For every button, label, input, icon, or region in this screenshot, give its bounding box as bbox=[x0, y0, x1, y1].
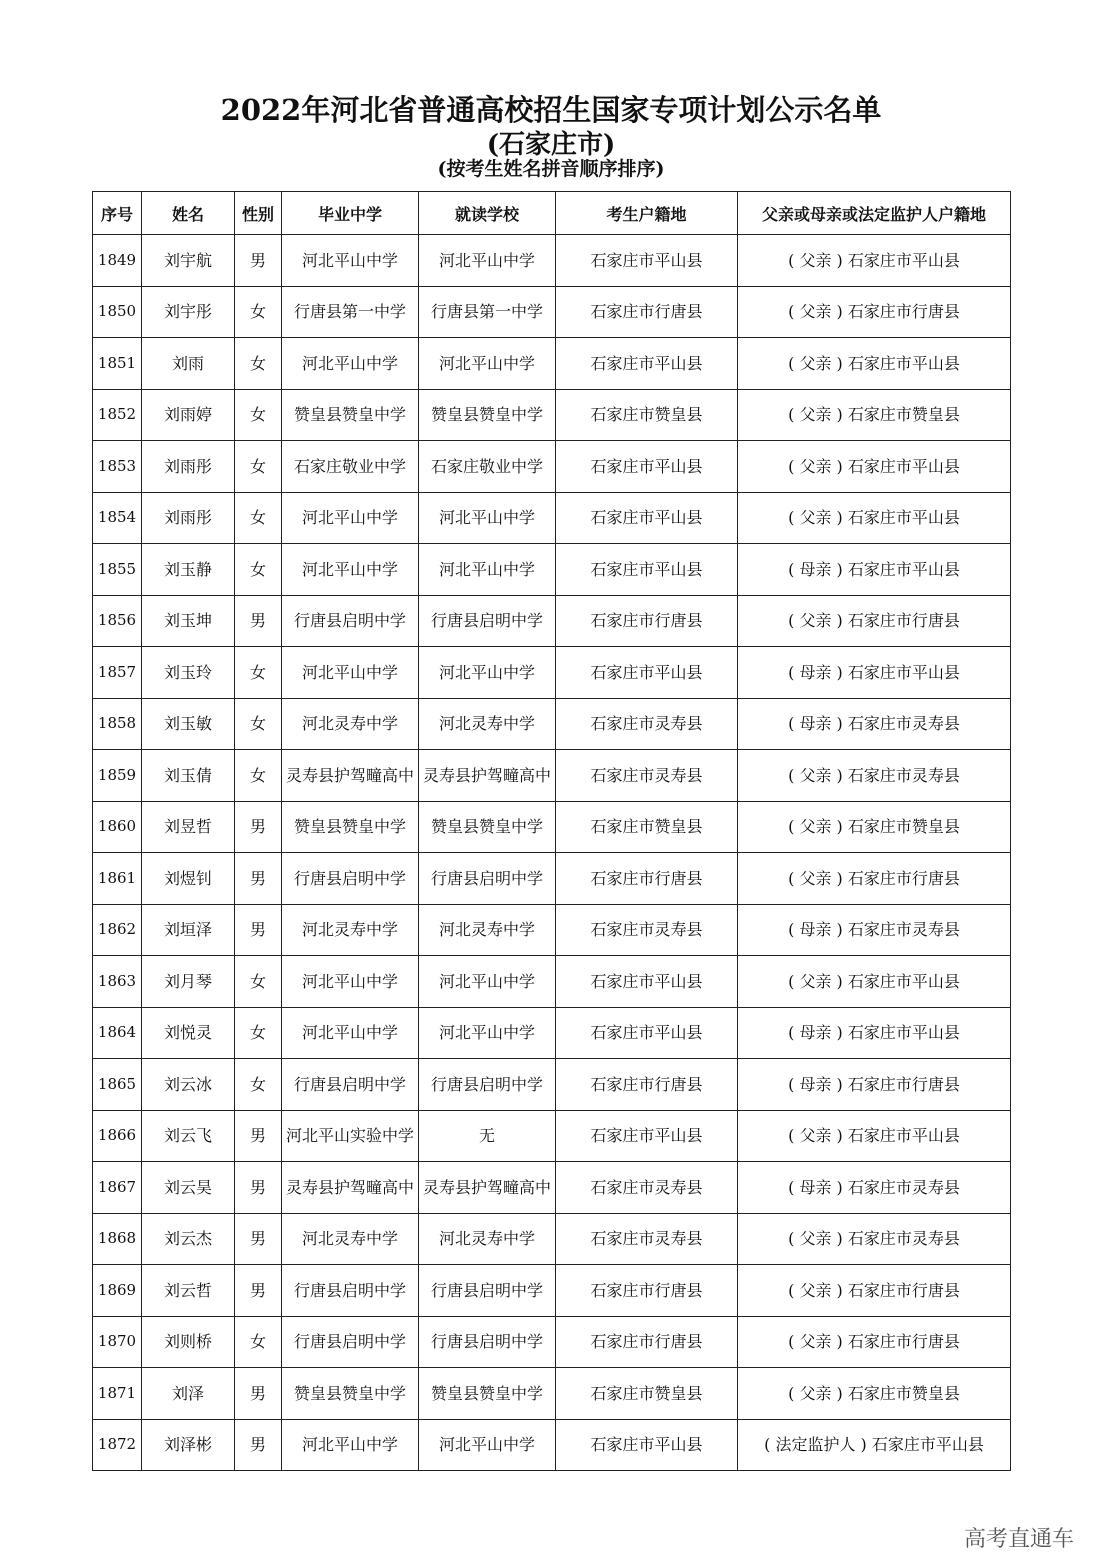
cell-gender: 女 bbox=[235, 750, 282, 802]
cell-gender: 女 bbox=[235, 492, 282, 544]
cell-parent-residence: ( 父亲 ) 石家庄市行唐县 bbox=[738, 1265, 1011, 1317]
cell-graduate-school: 灵寿县护驾疃高中 bbox=[282, 1162, 419, 1214]
cell-current-school: 赞皇县赞皇中学 bbox=[419, 1368, 556, 1420]
table-row bbox=[93, 698, 1011, 750]
cell-gender: 女 bbox=[235, 338, 282, 390]
cell-graduate-school: 行唐县启明中学 bbox=[282, 1059, 419, 1111]
cell-parent-residence: ( 母亲 ) 石家庄市灵寿县 bbox=[738, 1162, 1011, 1214]
cell-gender: 女 bbox=[235, 698, 282, 750]
cell-residence: 石家庄市平山县 bbox=[556, 492, 738, 544]
cell-name: 刘玉坤 bbox=[142, 595, 235, 647]
cell-residence: 石家庄市行唐县 bbox=[556, 595, 738, 647]
cell-gender: 男 bbox=[235, 235, 282, 287]
cell-gender: 女 bbox=[235, 441, 282, 493]
cell-index: 1863 bbox=[93, 956, 142, 1008]
cell-graduate-school: 河北平山中学 bbox=[282, 1007, 419, 1059]
cell-name: 刘云杰 bbox=[142, 1213, 235, 1265]
cell-parent-residence: ( 父亲 ) 石家庄市灵寿县 bbox=[738, 750, 1011, 802]
cell-parent-residence: ( 父亲 ) 石家庄市平山县 bbox=[738, 235, 1011, 287]
table-row bbox=[93, 750, 1011, 802]
cell-index: 1850 bbox=[93, 286, 142, 338]
cell-index: 1865 bbox=[93, 1059, 142, 1111]
cell-residence: 石家庄市平山县 bbox=[556, 956, 738, 1008]
cell-gender: 女 bbox=[235, 956, 282, 1008]
cell-gender: 男 bbox=[235, 1162, 282, 1214]
cell-residence: 石家庄市灵寿县 bbox=[556, 1213, 738, 1265]
cell-gender: 女 bbox=[235, 1316, 282, 1368]
cell-parent-residence: ( 母亲 ) 石家庄市灵寿县 bbox=[738, 904, 1011, 956]
cell-current-school: 河北灵寿中学 bbox=[419, 698, 556, 750]
watermark-text: 高考直通车 bbox=[963, 1527, 1074, 1552]
cell-parent-residence: ( 法定监护人 ) 石家庄市平山县 bbox=[738, 1419, 1011, 1471]
table-row bbox=[93, 1419, 1011, 1471]
cell-current-school: 行唐县第一中学 bbox=[419, 286, 556, 338]
cell-graduate-school: 河北平山中学 bbox=[282, 647, 419, 699]
cell-current-school: 赞皇县赞皇中学 bbox=[419, 389, 556, 441]
cell-index: 1868 bbox=[93, 1213, 142, 1265]
cell-graduate-school: 河北平山中学 bbox=[282, 338, 419, 390]
cell-name: 刘玉敏 bbox=[142, 698, 235, 750]
cell-residence: 石家庄市灵寿县 bbox=[556, 750, 738, 802]
cell-graduate-school: 赞皇县赞皇中学 bbox=[282, 389, 419, 441]
cell-residence: 石家庄市平山县 bbox=[556, 1110, 738, 1162]
cell-graduate-school: 行唐县启明中学 bbox=[282, 595, 419, 647]
cell-name: 刘云昊 bbox=[142, 1162, 235, 1214]
cell-gender: 男 bbox=[235, 801, 282, 853]
column-header-parent-residence: 父亲或母亲或法定监护人户籍地 bbox=[738, 192, 1011, 235]
cell-parent-residence: ( 父亲 ) 石家庄市平山县 bbox=[738, 492, 1011, 544]
cell-parent-residence: ( 父亲 ) 石家庄市赞皇县 bbox=[738, 389, 1011, 441]
cell-current-school: 行唐县启明中学 bbox=[419, 595, 556, 647]
cell-graduate-school: 行唐县启明中学 bbox=[282, 853, 419, 905]
cell-graduate-school: 河北灵寿中学 bbox=[282, 904, 419, 956]
column-header-current-school: 就读学校 bbox=[419, 192, 556, 235]
cell-parent-residence: ( 父亲 ) 石家庄市行唐县 bbox=[738, 1316, 1011, 1368]
cell-current-school: 河北平山中学 bbox=[419, 338, 556, 390]
cell-parent-residence: ( 父亲 ) 石家庄市平山县 bbox=[738, 956, 1011, 1008]
table-row bbox=[93, 595, 1011, 647]
cell-gender: 男 bbox=[235, 1368, 282, 1420]
column-header-index: 序号 bbox=[93, 192, 142, 235]
document-subtitle: (石家庄市) bbox=[486, 130, 616, 160]
cell-residence: 石家庄市行唐县 bbox=[556, 1316, 738, 1368]
table-row bbox=[93, 338, 1011, 390]
cell-residence: 石家庄市灵寿县 bbox=[556, 698, 738, 750]
cell-graduate-school: 行唐县启明中学 bbox=[282, 1265, 419, 1317]
cell-graduate-school: 石家庄敬业中学 bbox=[282, 441, 419, 493]
table-row bbox=[93, 1316, 1011, 1368]
cell-name: 刘玉倩 bbox=[142, 750, 235, 802]
cell-current-school: 行唐县启明中学 bbox=[419, 1059, 556, 1111]
cell-graduate-school: 赞皇县赞皇中学 bbox=[282, 801, 419, 853]
column-header-residence: 考生户籍地 bbox=[556, 192, 738, 235]
cell-name: 刘云冰 bbox=[142, 1059, 235, 1111]
cell-index: 1855 bbox=[93, 544, 142, 596]
cell-gender: 女 bbox=[235, 544, 282, 596]
cell-index: 1866 bbox=[93, 1110, 142, 1162]
cell-parent-residence: ( 母亲 ) 石家庄市平山县 bbox=[738, 544, 1011, 596]
cell-name: 刘月琴 bbox=[142, 956, 235, 1008]
cell-index: 1852 bbox=[93, 389, 142, 441]
cell-graduate-school: 河北灵寿中学 bbox=[282, 1213, 419, 1265]
cell-index: 1871 bbox=[93, 1368, 142, 1420]
cell-gender: 男 bbox=[235, 1265, 282, 1317]
cell-name: 刘煜钊 bbox=[142, 853, 235, 905]
table-row bbox=[93, 1110, 1011, 1162]
cell-gender: 女 bbox=[235, 389, 282, 441]
table-row bbox=[93, 286, 1011, 338]
table-header-row bbox=[93, 192, 1011, 235]
table-row bbox=[93, 389, 1011, 441]
cell-gender: 男 bbox=[235, 1419, 282, 1471]
cell-graduate-school: 行唐县第一中学 bbox=[282, 286, 419, 338]
cell-parent-residence: ( 母亲 ) 石家庄市行唐县 bbox=[738, 1059, 1011, 1111]
cell-name: 刘悦灵 bbox=[142, 1007, 235, 1059]
cell-parent-residence: ( 父亲 ) 石家庄市行唐县 bbox=[738, 853, 1011, 905]
cell-parent-residence: ( 父亲 ) 石家庄市行唐县 bbox=[738, 286, 1011, 338]
cell-residence: 石家庄市平山县 bbox=[556, 235, 738, 287]
cell-current-school: 河北平山中学 bbox=[419, 647, 556, 699]
table-row bbox=[93, 1007, 1011, 1059]
cell-gender: 男 bbox=[235, 904, 282, 956]
cell-current-school: 河北平山中学 bbox=[419, 544, 556, 596]
cell-name: 刘宇航 bbox=[142, 235, 235, 287]
table-row bbox=[93, 853, 1011, 905]
sort-note: (按考生姓名拼音顺序排序) bbox=[437, 158, 665, 180]
cell-name: 刘垣泽 bbox=[142, 904, 235, 956]
cell-index: 1867 bbox=[93, 1162, 142, 1214]
cell-index: 1859 bbox=[93, 750, 142, 802]
table-row bbox=[93, 1213, 1011, 1265]
cell-name: 刘云飞 bbox=[142, 1110, 235, 1162]
cell-index: 1854 bbox=[93, 492, 142, 544]
cell-residence: 石家庄市平山县 bbox=[556, 647, 738, 699]
cell-name: 刘雨彤 bbox=[142, 441, 235, 493]
cell-index: 1869 bbox=[93, 1265, 142, 1317]
cell-residence: 石家庄市赞皇县 bbox=[556, 389, 738, 441]
cell-gender: 女 bbox=[235, 286, 282, 338]
cell-parent-residence: ( 父亲 ) 石家庄市行唐县 bbox=[738, 595, 1011, 647]
cell-residence: 石家庄市赞皇县 bbox=[556, 801, 738, 853]
cell-residence: 石家庄市行唐县 bbox=[556, 286, 738, 338]
table-row bbox=[93, 544, 1011, 596]
cell-name: 刘雨彤 bbox=[142, 492, 235, 544]
cell-index: 1851 bbox=[93, 338, 142, 390]
table-row bbox=[93, 904, 1011, 956]
cell-graduate-school: 赞皇县赞皇中学 bbox=[282, 1368, 419, 1420]
cell-index: 1860 bbox=[93, 801, 142, 853]
table-row bbox=[93, 235, 1011, 287]
roster-table bbox=[92, 191, 1011, 1471]
cell-index: 1856 bbox=[93, 595, 142, 647]
cell-name: 刘昱哲 bbox=[142, 801, 235, 853]
cell-index: 1864 bbox=[93, 1007, 142, 1059]
cell-graduate-school: 河北平山中学 bbox=[282, 492, 419, 544]
cell-residence: 石家庄市灵寿县 bbox=[556, 1162, 738, 1214]
cell-current-school: 河北平山中学 bbox=[419, 1007, 556, 1059]
cell-residence: 石家庄市平山县 bbox=[556, 441, 738, 493]
cell-name: 刘玉玲 bbox=[142, 647, 235, 699]
cell-index: 1861 bbox=[93, 853, 142, 905]
cell-residence: 石家庄市行唐县 bbox=[556, 853, 738, 905]
cell-name: 刘玉静 bbox=[142, 544, 235, 596]
cell-parent-residence: ( 父亲 ) 石家庄市赞皇县 bbox=[738, 1368, 1011, 1420]
cell-name: 刘雨婷 bbox=[142, 389, 235, 441]
document-title: 2022年河北省普通高校招生国家专项计划公示名单 bbox=[220, 93, 882, 127]
cell-gender: 女 bbox=[235, 647, 282, 699]
cell-index: 1858 bbox=[93, 698, 142, 750]
cell-name: 刘云哲 bbox=[142, 1265, 235, 1317]
cell-gender: 男 bbox=[235, 595, 282, 647]
cell-name: 刘宇彤 bbox=[142, 286, 235, 338]
column-header-gender: 性别 bbox=[235, 192, 282, 235]
cell-residence: 石家庄市平山县 bbox=[556, 1419, 738, 1471]
cell-current-school: 行唐县启明中学 bbox=[419, 853, 556, 905]
cell-current-school: 灵寿县护驾疃高中 bbox=[419, 750, 556, 802]
cell-current-school: 河北灵寿中学 bbox=[419, 904, 556, 956]
table-row bbox=[93, 1265, 1011, 1317]
cell-graduate-school: 行唐县启明中学 bbox=[282, 1316, 419, 1368]
cell-name: 刘泽 bbox=[142, 1368, 235, 1420]
table-row bbox=[93, 647, 1011, 699]
table-row bbox=[93, 1368, 1011, 1420]
cell-gender: 男 bbox=[235, 853, 282, 905]
cell-current-school: 河北平山中学 bbox=[419, 956, 556, 1008]
cell-parent-residence: ( 母亲 ) 石家庄市平山县 bbox=[738, 647, 1011, 699]
table-row bbox=[93, 1059, 1011, 1111]
cell-index: 1853 bbox=[93, 441, 142, 493]
table-row bbox=[93, 492, 1011, 544]
cell-graduate-school: 河北平山中学 bbox=[282, 235, 419, 287]
cell-parent-residence: ( 父亲 ) 石家庄市赞皇县 bbox=[738, 801, 1011, 853]
cell-current-school: 石家庄敬业中学 bbox=[419, 441, 556, 493]
cell-parent-residence: ( 母亲 ) 石家庄市平山县 bbox=[738, 1007, 1011, 1059]
table-row bbox=[93, 956, 1011, 1008]
cell-parent-residence: ( 父亲 ) 石家庄市平山县 bbox=[738, 441, 1011, 493]
cell-graduate-school: 河北灵寿中学 bbox=[282, 698, 419, 750]
table-body bbox=[93, 235, 1011, 1471]
cell-current-school: 行唐县启明中学 bbox=[419, 1316, 556, 1368]
cell-residence: 石家庄市行唐县 bbox=[556, 1059, 738, 1111]
cell-graduate-school: 河北平山中学 bbox=[282, 544, 419, 596]
cell-graduate-school: 灵寿县护驾疃高中 bbox=[282, 750, 419, 802]
cell-residence: 石家庄市平山县 bbox=[556, 338, 738, 390]
cell-residence: 石家庄市平山县 bbox=[556, 544, 738, 596]
cell-graduate-school: 河北平山中学 bbox=[282, 1419, 419, 1471]
column-header-graduate-school: 毕业中学 bbox=[282, 192, 419, 235]
cell-gender: 男 bbox=[235, 1110, 282, 1162]
cell-name: 刘雨 bbox=[142, 338, 235, 390]
cell-current-school: 赞皇县赞皇中学 bbox=[419, 801, 556, 853]
cell-current-school: 河北平山中学 bbox=[419, 235, 556, 287]
table-row bbox=[93, 441, 1011, 493]
cell-parent-residence: ( 父亲 ) 石家庄市平山县 bbox=[738, 1110, 1011, 1162]
cell-index: 1872 bbox=[93, 1419, 142, 1471]
cell-parent-residence: ( 母亲 ) 石家庄市灵寿县 bbox=[738, 698, 1011, 750]
cell-current-school: 河北平山中学 bbox=[419, 1419, 556, 1471]
table-row bbox=[93, 801, 1011, 853]
cell-current-school: 灵寿县护驾疃高中 bbox=[419, 1162, 556, 1214]
cell-residence: 石家庄市灵寿县 bbox=[556, 904, 738, 956]
cell-current-school: 无 bbox=[419, 1110, 556, 1162]
cell-parent-residence: ( 父亲 ) 石家庄市灵寿县 bbox=[738, 1213, 1011, 1265]
cell-residence: 石家庄市平山县 bbox=[556, 1007, 738, 1059]
cell-current-school: 河北灵寿中学 bbox=[419, 1213, 556, 1265]
cell-gender: 女 bbox=[235, 1059, 282, 1111]
cell-graduate-school: 河北平山中学 bbox=[282, 956, 419, 1008]
cell-parent-residence: ( 父亲 ) 石家庄市平山县 bbox=[738, 338, 1011, 390]
cell-index: 1857 bbox=[93, 647, 142, 699]
column-header-name: 姓名 bbox=[142, 192, 235, 235]
cell-index: 1849 bbox=[93, 235, 142, 287]
cell-residence: 石家庄市赞皇县 bbox=[556, 1368, 738, 1420]
cell-graduate-school: 河北平山实验中学 bbox=[282, 1110, 419, 1162]
table-row bbox=[93, 1162, 1011, 1214]
cell-name: 刘泽彬 bbox=[142, 1419, 235, 1471]
cell-name: 刘则桥 bbox=[142, 1316, 235, 1368]
cell-current-school: 河北平山中学 bbox=[419, 492, 556, 544]
cell-current-school: 行唐县启明中学 bbox=[419, 1265, 556, 1317]
cell-residence: 石家庄市行唐县 bbox=[556, 1265, 738, 1317]
cell-index: 1870 bbox=[93, 1316, 142, 1368]
cell-index: 1862 bbox=[93, 904, 142, 956]
cell-gender: 男 bbox=[235, 1213, 282, 1265]
cell-gender: 女 bbox=[235, 1007, 282, 1059]
